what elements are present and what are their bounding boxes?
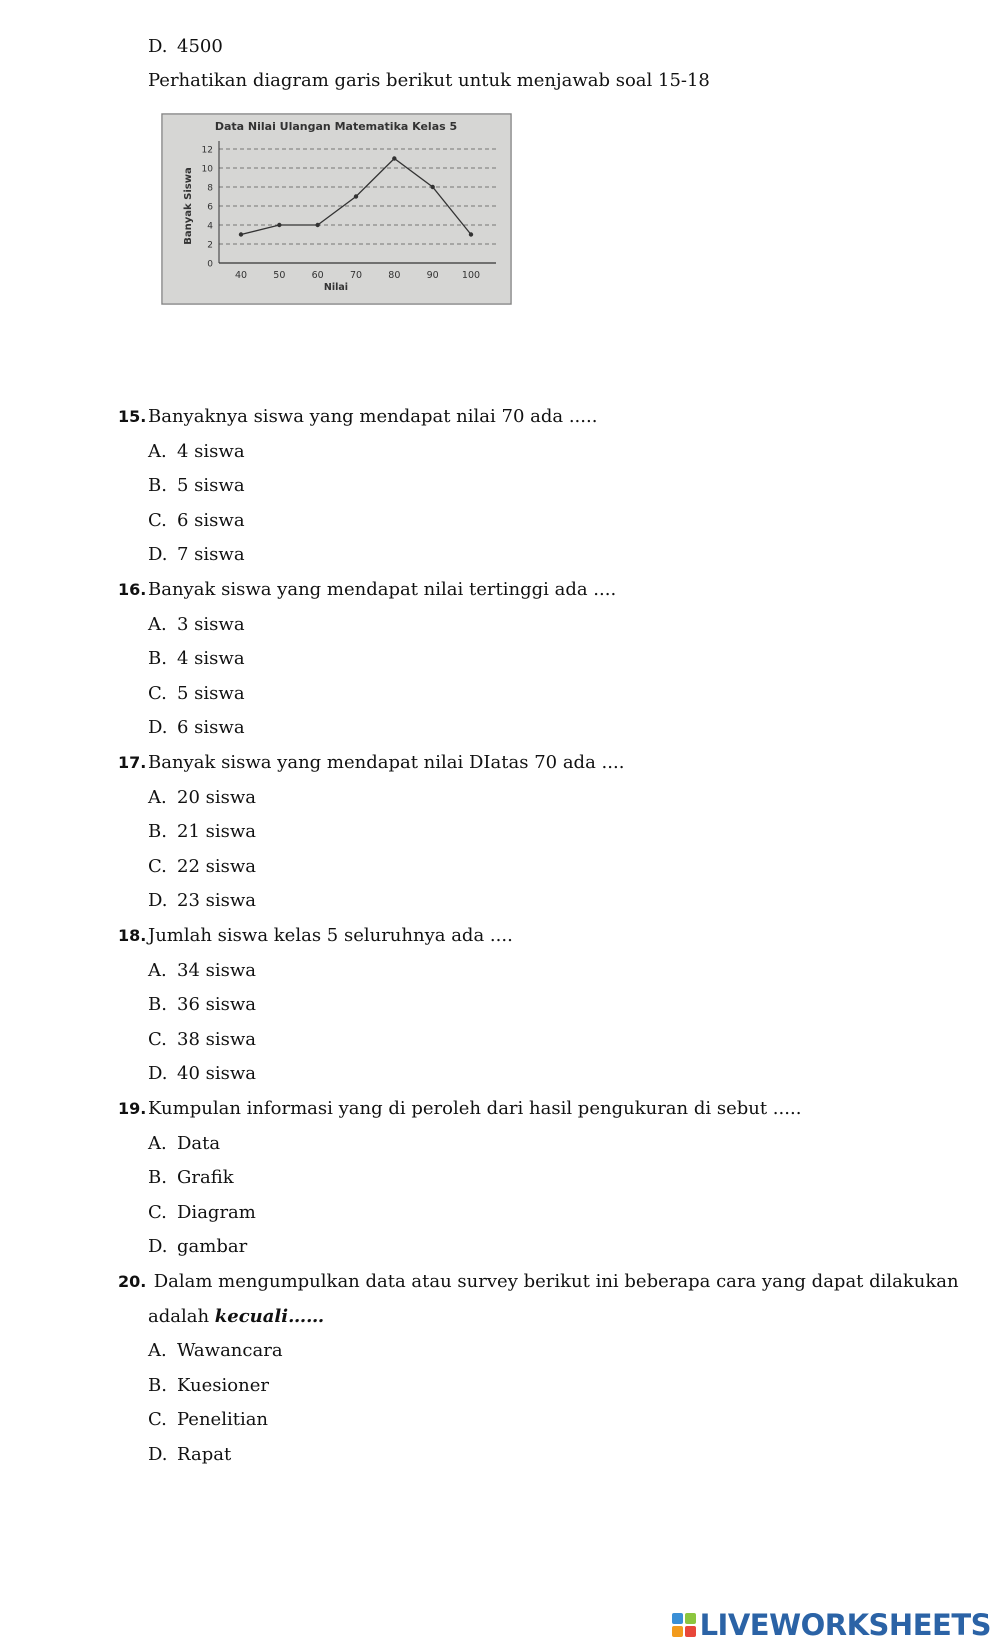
question-text: Jumlah siswa kelas 5 seluruhnya ada .... <box>148 925 513 946</box>
question-number: 17. <box>118 753 147 772</box>
answer-option <box>148 509 245 533</box>
line-chart-photo <box>161 113 512 305</box>
option-text: 5 siswa <box>177 475 245 497</box>
question-18 <box>118 924 513 948</box>
option-letter: D. <box>148 1444 168 1465</box>
question-text: Dalam mengumpulkan data atau survey berikut ini beberapa cara yang dapat dilakukan <box>148 1271 959 1292</box>
question-20 <box>118 1270 959 1294</box>
y-axis-label: Banyak Siswa <box>183 167 194 245</box>
option-letter: D. <box>148 717 168 739</box>
option-letter: B. <box>148 475 167 497</box>
answer-option <box>148 682 245 706</box>
y-tick-label: 2 <box>207 240 213 251</box>
option-text: 5 siswa <box>177 682 245 704</box>
option-letter: D. <box>148 1063 168 1085</box>
y-tick-label: 4 <box>207 221 213 232</box>
option-text: Diagram <box>177 1201 256 1223</box>
answer-option <box>148 1443 231 1467</box>
y-tick-label: 6 <box>207 202 213 213</box>
option-letter: C. <box>148 1028 167 1050</box>
question-emphasis: kecuali…… <box>214 1305 325 1327</box>
data-point <box>239 232 243 236</box>
answer-option <box>148 1132 220 1156</box>
option-text: 6 siswa <box>177 509 245 531</box>
data-point <box>430 185 434 189</box>
data-point <box>392 156 396 160</box>
option-letter: B. <box>148 994 167 1016</box>
question-text: Kumpulan informasi yang di peroleh dari hasil pengukuran di sebut ..... <box>148 1098 802 1119</box>
answer-option <box>148 613 245 637</box>
answer-option <box>148 1028 256 1052</box>
instruction-text: Perhatikan diagram garis berikut untuk menjawab soal 15-18 <box>148 70 710 91</box>
data-point <box>315 223 319 227</box>
chart-title: Data Nilai Ulangan Matematika Kelas 5 <box>214 120 458 133</box>
question-number: 15. <box>118 407 147 426</box>
question-text: Banyak siswa yang mendapat nilai DIatas 70 ada .... <box>148 752 625 773</box>
liveworksheets-logo-icon <box>672 1613 696 1637</box>
option-text: 21 siswa <box>177 821 256 843</box>
answer-option <box>148 993 256 1017</box>
option-text: 7 siswa <box>177 544 245 566</box>
option-letter: D. <box>148 544 168 566</box>
answer-option <box>148 855 256 879</box>
question-text-line2 <box>148 1305 324 1329</box>
data-point <box>277 223 281 227</box>
question-19 <box>118 1097 801 1121</box>
option-text: 36 siswa <box>177 994 256 1016</box>
option-letter: A. <box>148 440 167 462</box>
option-letter: D. <box>148 890 168 912</box>
option-text: 40 siswa <box>177 1063 256 1085</box>
option-letter: B. <box>148 821 167 843</box>
option-letter: A. <box>148 786 167 808</box>
option-text: 3 siswa <box>177 613 245 635</box>
x-tick-label: 60 <box>311 270 324 281</box>
answer-option <box>148 647 245 671</box>
x-tick-label: 50 <box>273 270 286 281</box>
data-point <box>354 194 358 198</box>
answer-option <box>148 786 256 810</box>
x-tick-label: 70 <box>349 270 363 281</box>
option-letter: B. <box>148 648 167 670</box>
answer-option <box>148 1374 269 1398</box>
question-number: 18. <box>118 926 147 945</box>
question-number: 20. <box>118 1272 147 1291</box>
line-chart <box>161 113 512 305</box>
y-tick-label: 8 <box>207 183 213 194</box>
answer-option <box>148 1062 256 1086</box>
option-letter: C. <box>148 509 167 531</box>
answer-option <box>148 716 245 740</box>
option-text: Wawancara <box>177 1340 283 1362</box>
option-text: Data <box>177 1132 221 1154</box>
question-17 <box>118 751 624 775</box>
answer-option <box>148 1408 268 1432</box>
answer-option <box>148 440 245 464</box>
data-point <box>469 232 473 236</box>
option-letter: A. <box>148 959 167 981</box>
question-text-continuation: adalah <box>148 1305 215 1327</box>
question-number: 19. <box>118 1099 147 1118</box>
option-letter: C. <box>148 1409 167 1431</box>
answer-option <box>148 474 245 498</box>
option-text: 4 siswa <box>177 648 245 670</box>
x-tick-label: 80 <box>388 270 401 281</box>
answer-option <box>148 820 256 844</box>
option-letter: A. <box>148 1132 167 1154</box>
option-text: Rapat <box>177 1444 232 1465</box>
option-text: 23 siswa <box>177 890 256 912</box>
option-letter: A. <box>148 1340 167 1362</box>
x-tick-label: 40 <box>234 270 248 281</box>
question-16 <box>118 578 616 602</box>
answer-option <box>148 1201 256 1225</box>
option-text: 22 siswa <box>177 855 256 877</box>
liveworksheets-brand <box>672 1610 991 1640</box>
option-letter: C. <box>148 682 167 704</box>
option-letter: D. <box>148 1236 168 1258</box>
option-letter: D. <box>148 36 168 57</box>
answer-option <box>148 889 256 913</box>
x-axis-label: Nilai <box>323 282 349 293</box>
y-tick-label: 0 <box>207 259 213 270</box>
x-tick-label: 100 <box>461 270 481 281</box>
answer-option <box>148 1339 283 1363</box>
option-letter: C. <box>148 1201 167 1223</box>
chart-frame <box>162 114 511 304</box>
option-text: 38 siswa <box>177 1028 256 1050</box>
question-text: Banyaknya siswa yang mendapat nilai 70 ada ..... <box>148 406 598 427</box>
option-text: 6 siswa <box>177 717 245 739</box>
option-letter: B. <box>148 1167 167 1189</box>
answer-option <box>148 959 256 983</box>
question-15 <box>118 405 597 429</box>
option-letter: A. <box>148 613 167 635</box>
option-letter: B. <box>148 1374 167 1396</box>
answer-option <box>148 1235 247 1259</box>
question-number: 16. <box>118 580 147 599</box>
answer-option <box>148 1166 234 1190</box>
liveworksheets-wordmark: LIVEWORKSHEETS <box>699 1608 991 1642</box>
question-text: Banyak siswa yang mendapat nilai tertinggi ada .... <box>148 579 617 600</box>
answer-option <box>148 543 245 567</box>
option-text: 20 siswa <box>177 786 256 808</box>
option-text: 34 siswa <box>177 959 256 981</box>
y-tick-label: 10 <box>201 164 213 175</box>
option-text: gambar <box>177 1236 248 1258</box>
option-text: Grafik <box>177 1167 234 1189</box>
option-text: Kuesioner <box>177 1374 269 1396</box>
y-tick-label: 12 <box>201 145 213 156</box>
x-tick-label: 90 <box>426 270 439 281</box>
option-text: 4 siswa <box>177 440 245 462</box>
option-letter: C. <box>148 855 167 877</box>
previous-option-d <box>148 35 223 59</box>
option-text: 4500 <box>177 36 223 57</box>
option-text: Penelitian <box>177 1409 269 1431</box>
